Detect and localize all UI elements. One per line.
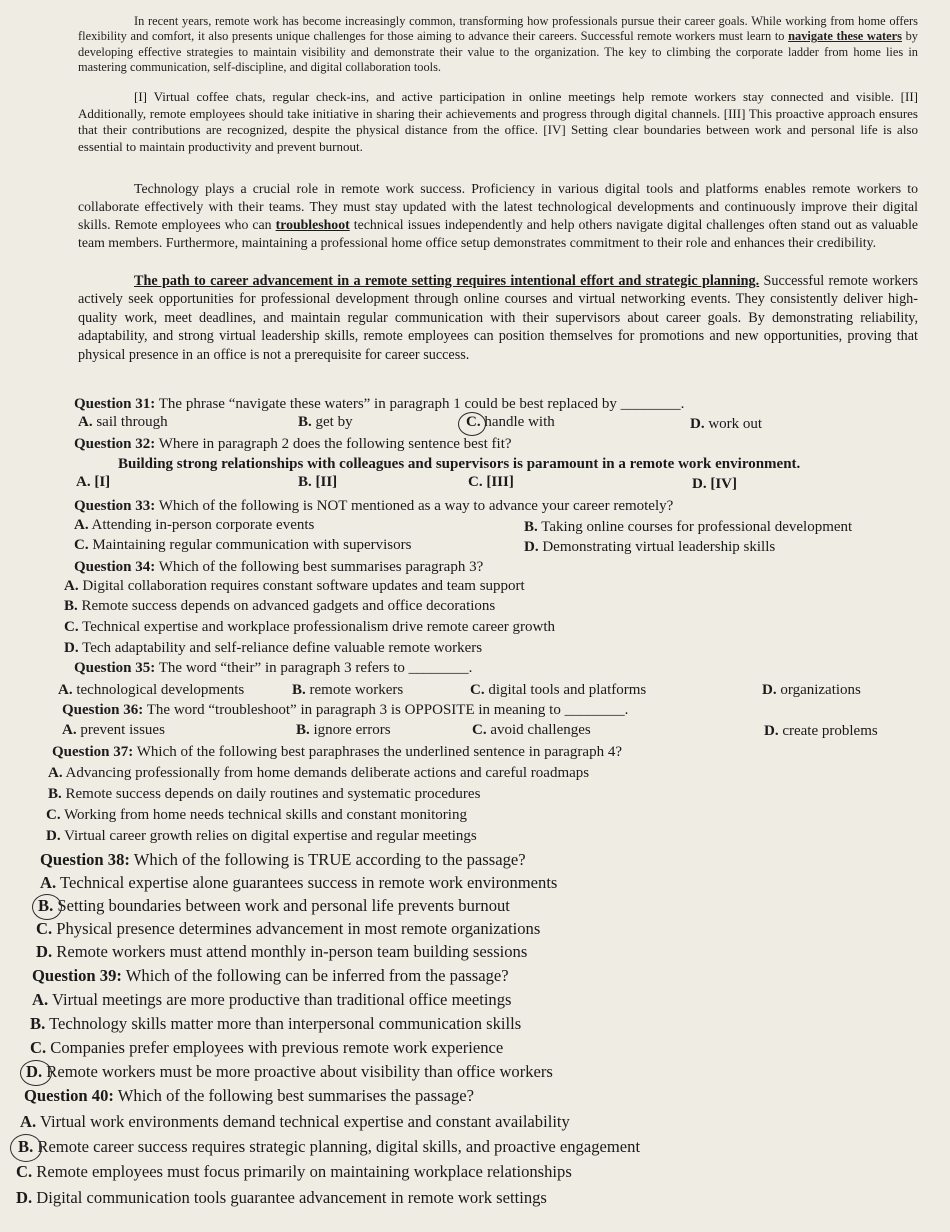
answer-mark-circle [20,1060,52,1086]
q31-option-c[interactable]: C. handle with [466,414,555,430]
question-33: Question 33: Which of the following is NOT mentioned as a way to advance your career remotely? [74,498,674,514]
q39-option-c[interactable]: C. Companies prefer employees with previous remote work experience [30,1038,504,1057]
q34-option-b[interactable]: B. Remote success depends on advanced gadgets and office decorations [64,598,496,614]
q31-option-b[interactable]: B. get by [298,414,353,430]
question-40: Question 40: Which of the following best summarises the passage? [24,1086,474,1105]
q35-option-b[interactable]: B. remote workers [292,682,404,698]
q38-option-a[interactable]: A. Technical expertise alone guarantees success in remote work environments [40,873,558,892]
q40-option-b[interactable]: B. Remote career success requires strategic planning, digital skills, and proactive engagement [18,1137,641,1156]
answer-mark-circle [10,1134,42,1162]
question-36: Question 36: The word “troubleshoot” in paragraph 3 is OPPOSITE in meaning to ________. [62,702,629,718]
q32-option-b[interactable]: B. [II] [298,474,338,490]
q31-option-d[interactable]: D. work out [690,416,763,432]
q36-option-c[interactable]: C. avoid challenges [472,722,591,738]
q32-option-d[interactable]: D. [IV] [692,476,738,492]
q37-option-a[interactable]: A. Advancing professionally from home demands deliberate actions and careful roadmaps [48,765,590,781]
paragraph-4: The path to career advancement in a remote setting requires intentional effort and strategic planning. Successful remote workers actively seek opportunities for professional development through online courses and virtual networking events. They consistently deliver high-quality work, meet deadlines, and maintain regular communication with their supervisors about career goals. By demonstrating reliability, adaptability, and strong virtual leadership skills, remote employees can position themselves for promotions and new opportunities, proving that physical presence in an office is not a prerequisite for career success. [78,273,918,363]
q39-option-a[interactable]: A. Virtual meetings are more productive than traditional office meetings [32,990,512,1009]
q34-option-d[interactable]: D. Tech adaptability and self-reliance define valuable remote workers [64,640,483,656]
question-32: Question 32: Where in paragraph 2 does the following sentence best fit? [74,436,512,452]
q33-option-a[interactable]: A. Attending in-person corporate events [74,517,315,533]
q35-option-c[interactable]: C. digital tools and platforms [470,682,647,698]
q33-option-d[interactable]: D. Demonstrating virtual leadership skills [524,539,776,555]
paragraph-1: In recent years, remote work has become increasingly common, transforming how professionals pursue their career goals. While working from home offers flexibility and comfort, it also presents unique challenges for those aiming to advance their careers. Successful remote workers must learn to navigate these waters by developing effective strategies to maintain visibility and demonstrate their value to the organization. The key to climbing the corporate ladder from home lies in mastering communication, self-discipline, and digital collaboration tools. [78,14,918,74]
q32-option-c[interactable]: C. [III] [468,474,514,490]
q39-option-d[interactable]: D. Remote workers must be more proactive about visibility than office workers [26,1062,553,1081]
q36-option-d[interactable]: D. create problems [764,723,878,739]
q34-option-c[interactable]: C. Technical expertise and workplace professionalism drive remote career growth [64,619,555,635]
q40-option-c[interactable]: C. Remote employees must focus primarily on maintaining workplace relationships [16,1162,572,1181]
q38-option-c[interactable]: C. Physical presence determines advancement in most remote organizations [36,919,541,938]
q40-option-d[interactable]: D. Digital communication tools guarantee advancement in remote work settings [16,1188,547,1207]
q39-option-b[interactable]: B. Technology skills matter more than interpersonal communication skills [30,1014,522,1033]
q33-option-c[interactable]: C. Maintaining regular communication with supervisors [74,537,412,553]
q37-option-c[interactable]: C. Working from home needs technical skills and constant monitoring [46,807,467,823]
question-34: Question 34: Which of the following best summarises paragraph 3? [74,559,484,575]
q31-option-a[interactable]: A. sail through [78,414,168,430]
q32-option-a[interactable]: A. [I] [76,474,111,490]
q38-option-b[interactable]: B. Setting boundaries between work and personal life prevents burnout [38,896,510,915]
question-35: Question 35: The word “their” in paragraph 3 refers to ________. [74,660,473,676]
q40-option-a[interactable]: A. Virtual work environments demand technical expertise and constant availability [20,1112,570,1131]
question-38: Question 38: Which of the following is TRUE according to the passage? [40,850,526,869]
question-37: Question 37: Which of the following best paraphrases the underlined sentence in paragraph 4? [52,744,622,760]
question-31: Question 31: The phrase “navigate these waters” in paragraph 1 could be best replaced by ________. [74,396,685,412]
q37-option-d[interactable]: D. Virtual career growth relies on digital expertise and regular meetings [46,828,477,844]
question-39: Question 39: Which of the following can be inferred from the passage? [32,966,509,985]
answer-mark-circle [32,894,62,920]
q35-option-a[interactable]: A. technological developments [58,682,245,698]
q35-option-d[interactable]: D. organizations [762,682,861,698]
answer-mark-circle [458,412,486,436]
q38-option-d[interactable]: D. Remote workers must attend monthly in-person team building sessions [36,942,528,961]
q32-sentence: Building strong relationships with colleagues and supervisors is paramount in a remote work environment. [118,456,801,472]
q33-option-b[interactable]: B. Taking online courses for professional development [524,519,853,535]
q36-option-a[interactable]: A. prevent issues [62,722,165,738]
q34-option-a[interactable]: A. Digital collaboration requires constant software updates and team support [64,578,525,594]
q37-option-b[interactable]: B. Remote success depends on daily routines and systematic procedures [48,786,481,802]
q36-option-b[interactable]: B. ignore errors [296,722,391,738]
paragraph-2: [I] Virtual coffee chats, regular check-ins, and active participation in online meetings help remote workers stay connected and visible. [II] Additionally, remote employees should take initiative in sharing their achievements and progress through digital channels. [III] This proactive approach ensures that their contributions are recognized, despite the physical distance from the office. [IV] Setting clear boundaries between work and personal life is also essential to maintain productivity and prevent burnout. [78,89,918,154]
paragraph-3: Technology plays a crucial role in remote work success. Proficiency in various digital tools and platforms enables remote workers to collaborate effectively with their teams. They must stay updated with the latest technological developments and continuously improve their digital skills. Remote employees who can troubleshoot technical issues independently and help others navigate digital challenges often stand out as valuable team members. Furthermore, maintaining a professional home office setup demonstrates commitment to their role and enhances their credibility. [78,181,919,250]
